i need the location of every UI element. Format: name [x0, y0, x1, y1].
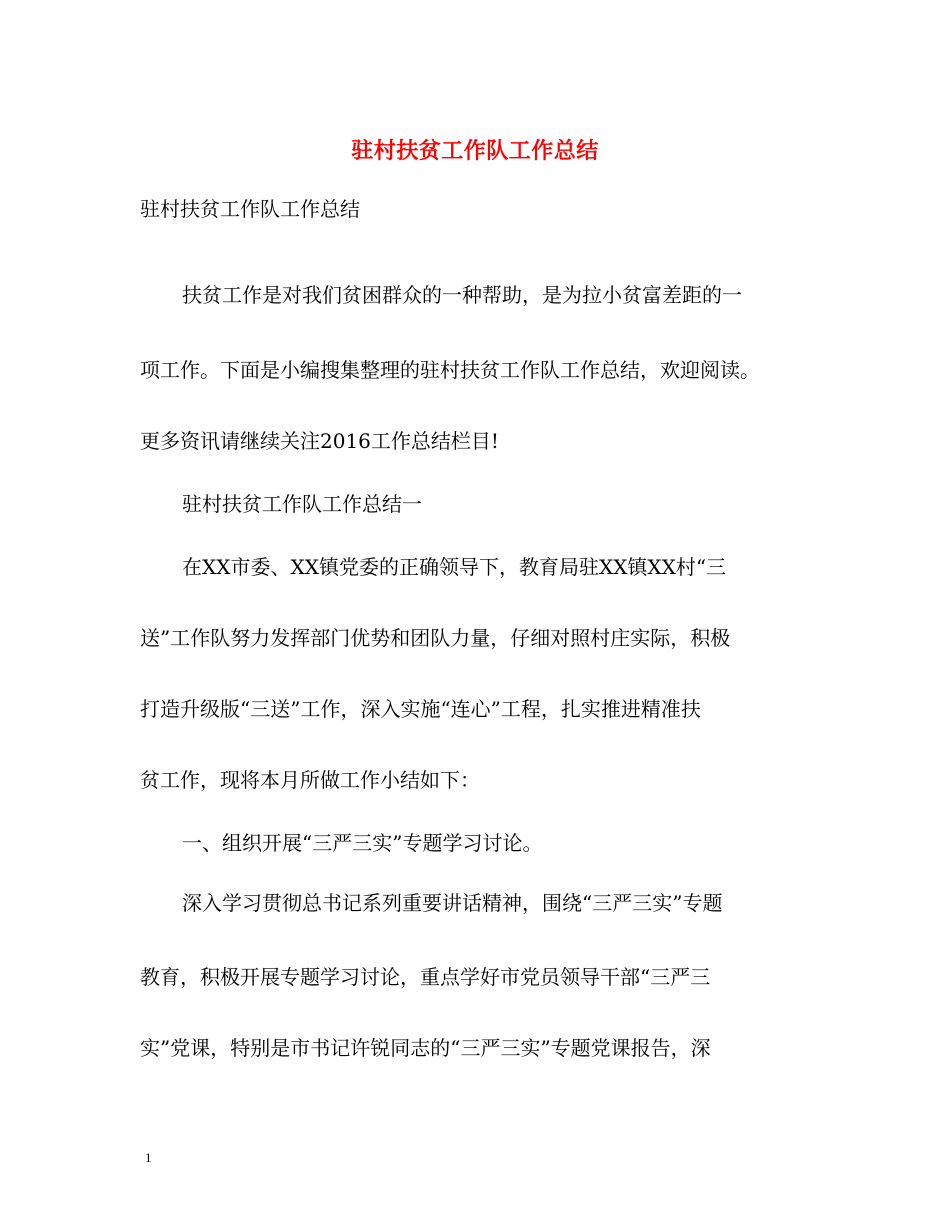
- section-heading: 驻村扶贫工作队工作总结一: [182, 492, 422, 516]
- page-number: 1: [145, 1150, 152, 1165]
- paragraph-line: 实”党课，特别是市书记许锐同志的“三严三实”专题党课报告，深: [140, 1036, 711, 1060]
- paragraph-line: 送”工作队努力发挥部门优势和团队力量，仔细对照村庄实际，积极: [140, 626, 731, 650]
- paragraph-line: 教育，积极开展专题学习讨论，重点学好市党员领导干部“三严三: [140, 965, 711, 989]
- section-heading: 一、组织开展“三严三实”专题学习讨论。: [182, 831, 543, 855]
- paragraph-line: 贫工作，现将本月所做工作小结如下：: [140, 768, 480, 792]
- document-title: 驻村扶贫工作队工作总结: [351, 138, 599, 164]
- paragraph-line: 项工作。下面是小编搜集整理的驻村扶贫工作队工作总结，欢迎阅读。: [140, 358, 760, 382]
- paragraph-line: 更多资讯请继续关注2016工作总结栏目!: [140, 429, 499, 453]
- paragraph-line: 深入学习贯彻总书记系列重要讲话精神，围绕“三严三实”专题: [182, 891, 723, 915]
- paragraph-line: 在XX市委、XX镇党委的正确领导下，教育局驻XX镇XX村“三: [182, 555, 727, 579]
- subtitle-line: 驻村扶贫工作队工作总结: [140, 197, 360, 221]
- paragraph-line: 扶贫工作是对我们贫困群众的一种帮助，是为拉小贫富差距的一: [182, 283, 742, 307]
- paragraph-line: 打造升级版“三送”工作，深入实施“连心”工程，扎实推进精准扶: [140, 697, 701, 721]
